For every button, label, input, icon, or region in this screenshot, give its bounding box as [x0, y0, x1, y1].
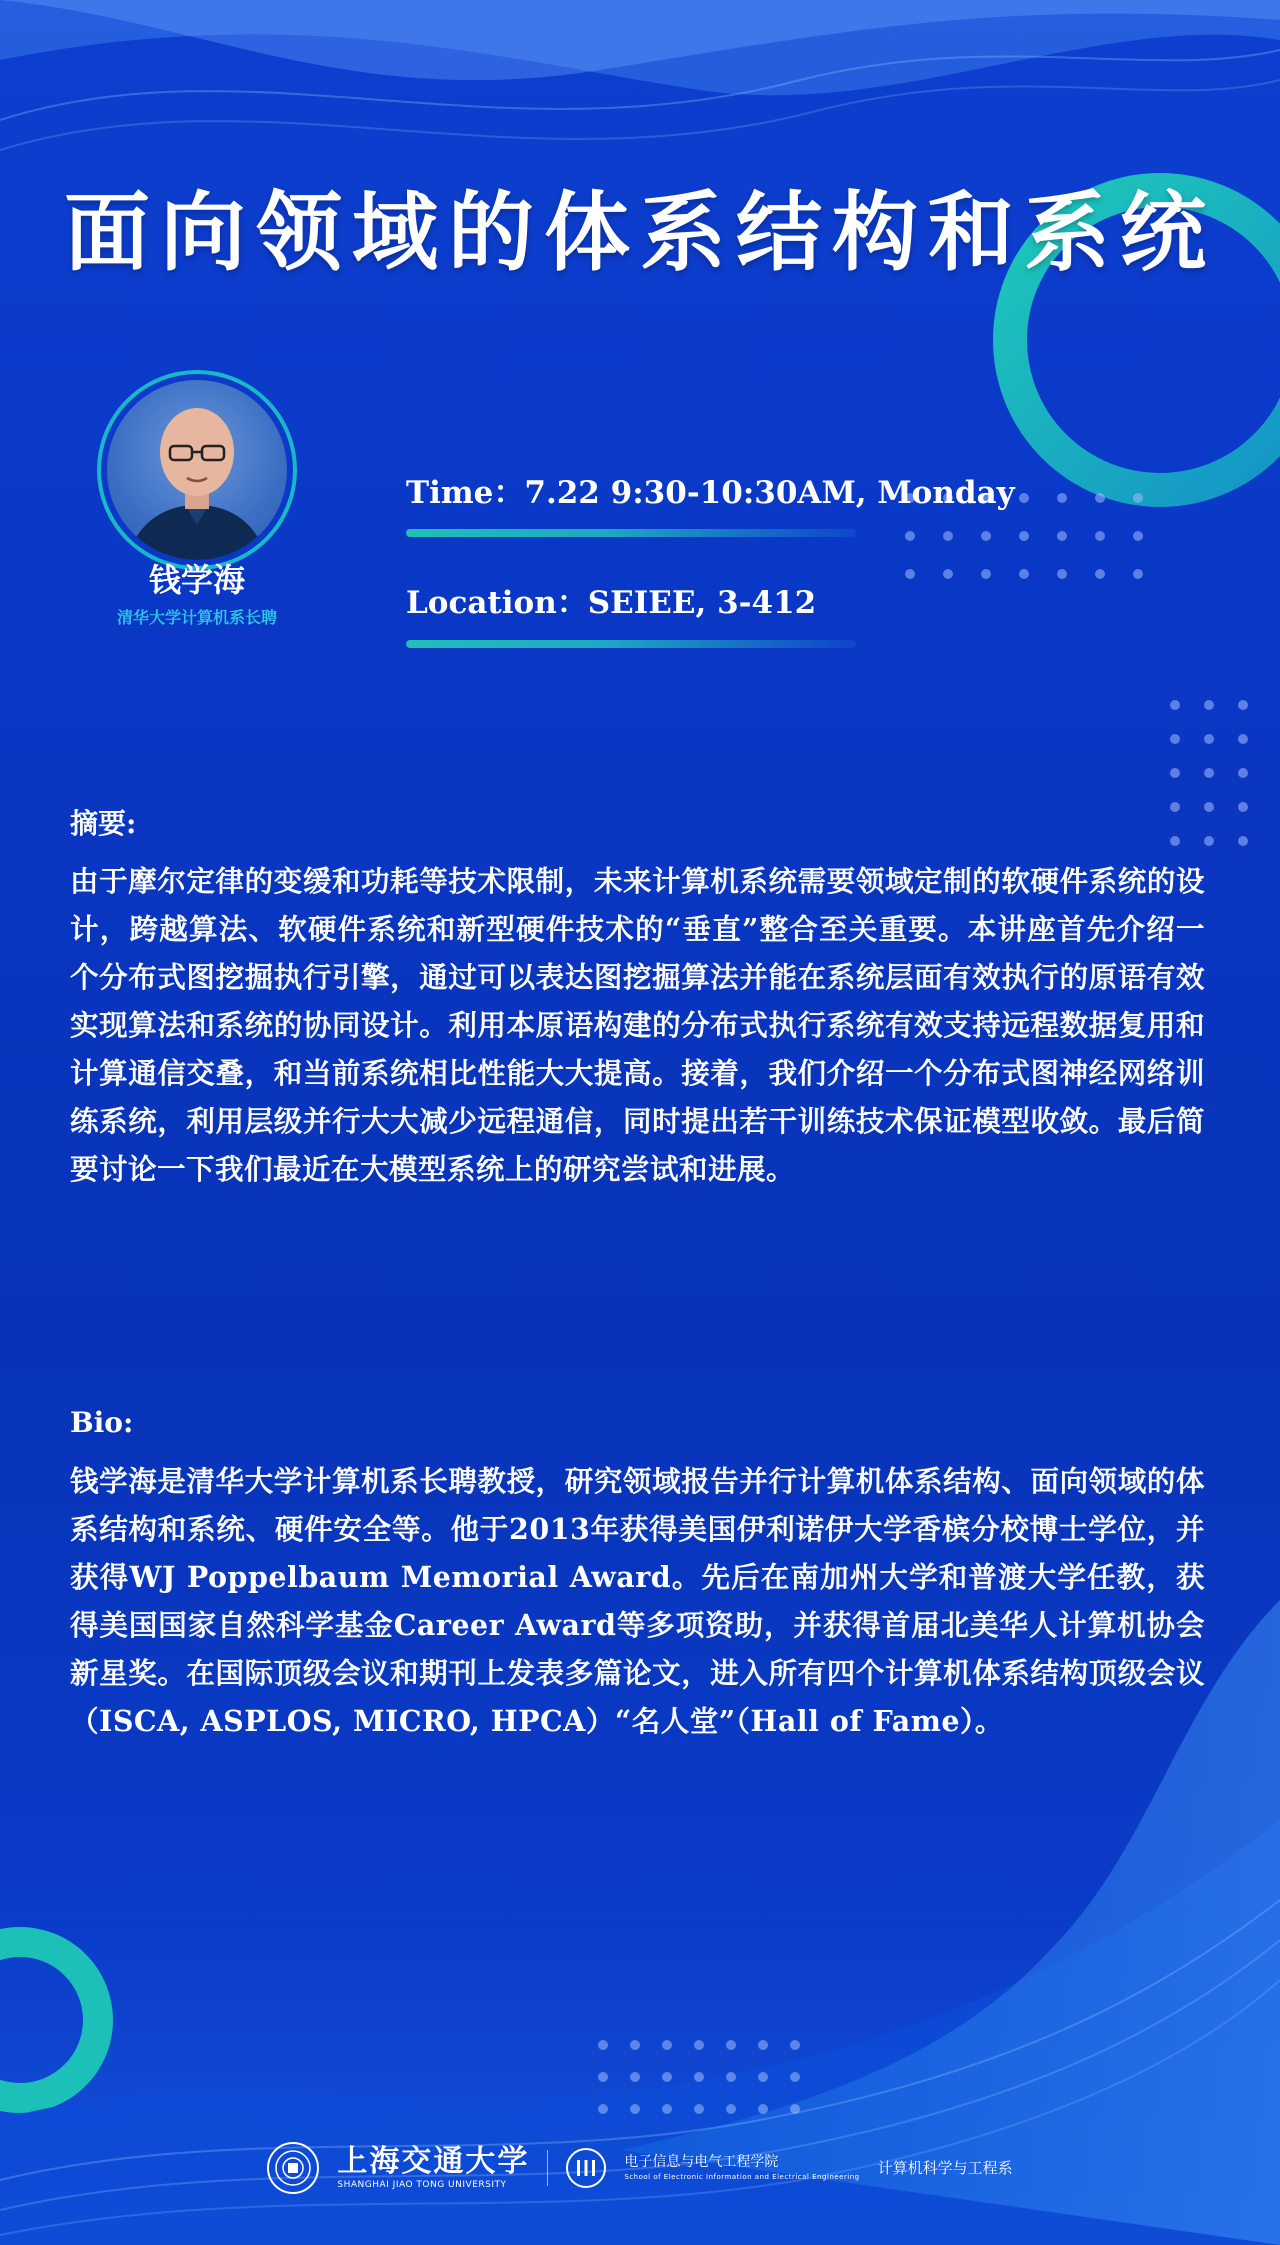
university-seal-icon — [267, 2142, 319, 2194]
university-name-cn: 上海交通大学 — [337, 2144, 530, 2179]
poster-title: 面向领域的体系结构和系统 — [64, 182, 1216, 283]
speaker-affiliation: 清华大学计算机系长聘 — [116, 608, 277, 627]
speaker-photo — [107, 380, 287, 560]
department-name: 计算机科学与工程系 — [877, 2159, 1013, 2177]
footer-divider — [547, 2150, 548, 2186]
university-name — [337, 2145, 529, 2191]
speaker-name: 钱学海 — [148, 561, 245, 599]
university-name-en: SHANGHAI JIAO TONG UNIVERSITY — [337, 2180, 507, 2190]
dot-grid-bottom — [598, 2040, 800, 2114]
event-time: Time：7.22 9:30-10:30AM, Monday — [406, 475, 1015, 511]
location-underline — [406, 640, 856, 648]
event-location: Location：SEIEE, 3-412 — [406, 585, 817, 621]
person-icon — [107, 380, 287, 560]
abstract-heading: 摘要: — [70, 807, 137, 840]
time-underline — [406, 529, 856, 537]
school-name-en: School of Electronic Information and Electrical Engineering — [624, 2173, 860, 2181]
footer-logos — [0, 2138, 1280, 2198]
school-name-cn: 电子信息与电气工程学院 — [624, 2154, 779, 2170]
bio-heading: Bio: — [70, 1406, 134, 1439]
school-name — [624, 2153, 859, 2183]
bio-body: 钱学海是清华大学计算机系长聘教授，研究领域报告并行计算机体系结构、面向领域的体系结构和系统、硬件安全等。他于2013年获得美国伊利诺伊大学香槟分校博士学位，并获得WJ Poppelbaum Memorial Award。先后在南加州大学和普渡大学任教，获得美国国家自然科学基金Career Award等多项资助，并获得首届北美华人计算机协会新星奖。在国际顶级会议和期刊上发表多篇论文，进入所有四个计算机体系结构顶级会议（ISCA, ASPLOS, MICRO, HPCA）“名人堂”（Hall of Fame）。 — [70, 1464, 1205, 1738]
abstract-body: 由于摩尔定律的变缓和功耗等技术限制，未来计算机系统需要领域定制的软硬件系统的设计，跨越算法、软硬件系统和新型硬件技术的“垂直”整合至关重要。本讲座首先介绍一个分布式图挖掘执行引擎，通过可以表达图挖掘算法并能在系统层面有效执行的原语有效实现算法和系统的协同设计。利用本原语构建的分布式执行系统有效支持远程数据复用和计算通信交叠，和当前系统相比性能大大提高。接着，我们介绍一个分布式图神经网络训练系统，利用层级并行大大减少远程通信，同时提出若干训练技术保证模型收敛。最后简要讨论一下我们最近在大模型系统上的研究尝试和进展。 — [70, 864, 1205, 1186]
dot-grid-right — [1170, 700, 1248, 846]
school-emblem-icon — [566, 2148, 606, 2188]
